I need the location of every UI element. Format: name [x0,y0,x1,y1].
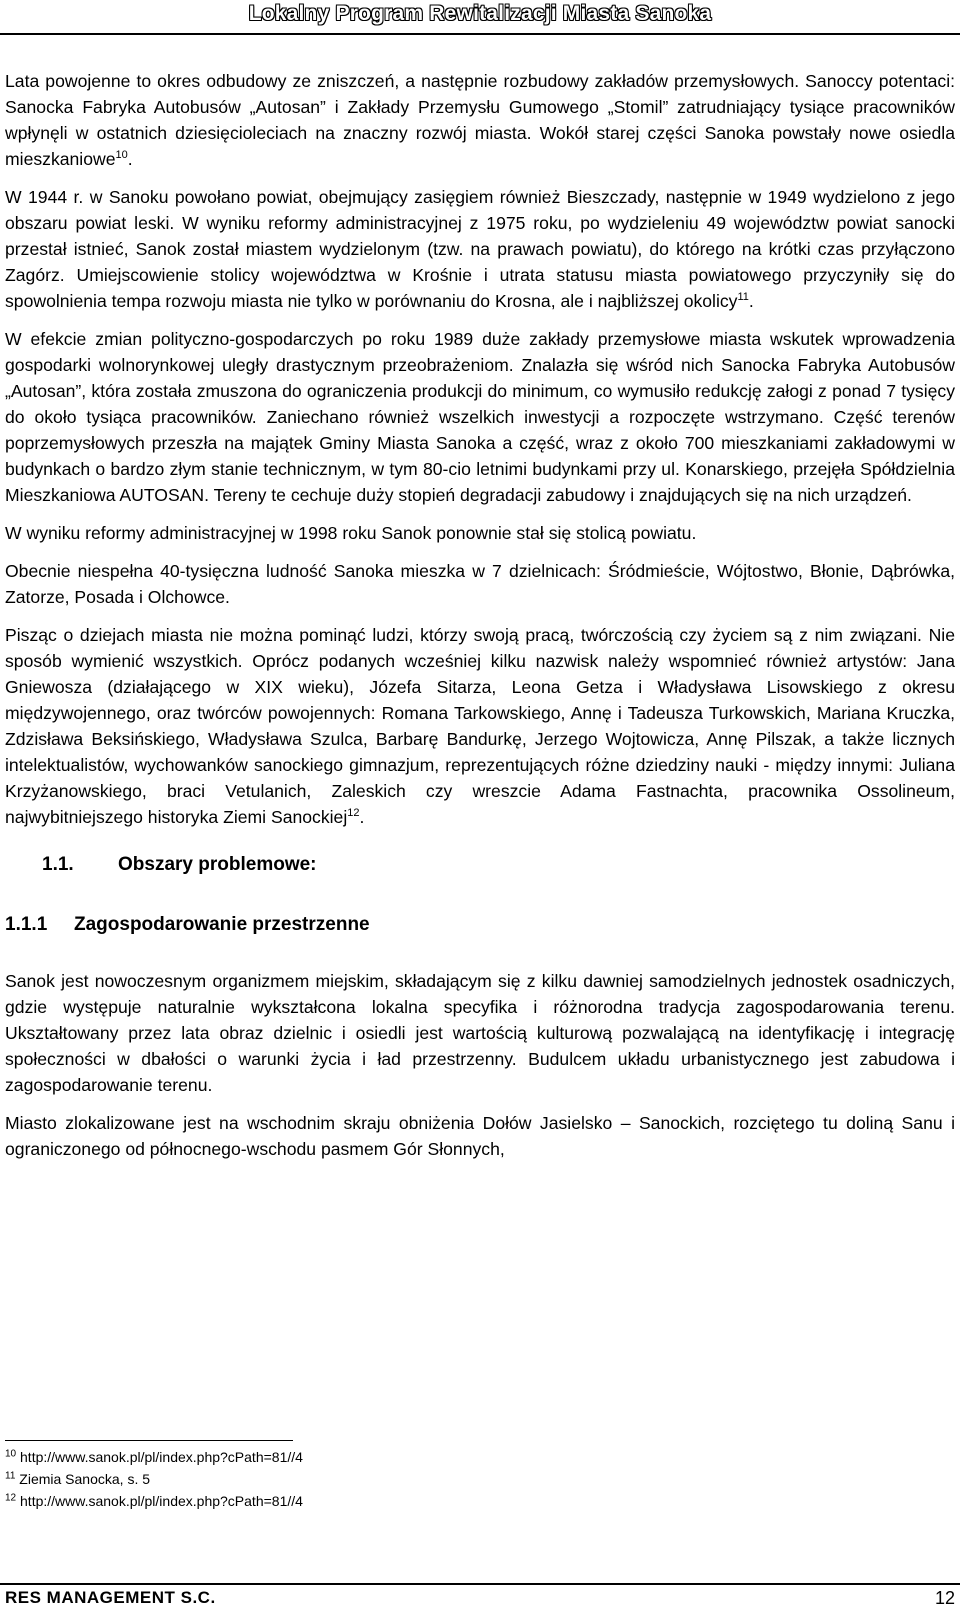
document-body [5,68,955,1174]
footer-divider [0,1583,960,1585]
footnote-ref[interactable]: 12 [347,807,360,820]
footnote-link[interactable]: http://www.sanok.pl/pl/index.php?cPath=81//4 [20,1493,303,1509]
paragraph: W 1944 r. w Sanoku powołano powiat, obejmujący zasięgiem również Bieszczady, następnie w 1949 wydzielono z jego obszaru powiat leski. W wyniku reformy administracyjnej z 1975 roku, po wydzieleniu 49 województw powiat sanocki przestał istnieć, Sanok został miastem wydzielonym (tzw. na prawach powiatu), do którego na krótki czas przyłączono Zagórz. Umiejscowienie stolicy województwa w Krośnie i utrata statusu miasta powiatowego przyczyniły się do spowolnienia tempa rozwoju miasta nie tylko w porównaniu do Krosna, ale i najbliższej okolicy$^{11}$. [5,187,955,311]
paragraph: Obecnie niespełna 40-tysięczna ludność Sanoka mieszka w 7 dzielnicach: Śródmieście, Wójtostwo, Błonie, Dąbrówka, Zatorze, Posada i Olchowce. [5,561,955,607]
footnote-divider [5,1440,293,1441]
footnote-ref[interactable]: 11 [737,291,749,304]
paragraph: Pisząc o dziejach miasta nie można pominąć ludzi, którzy swoją pracą, twórczością czy życiem są z nim związani. Nie sposób wymienić wszystkich. Oprócz podanych wcześniej kilku nazwisk należy wspomnieć również artystów: Jana Gniewosza (działającego w XIX wieku), Józefa Sitarza, Leona Getza i Władysława Lisowskiego z okresu międzywojennego, oraz twórców powojennych: Romana Tarkowskiego, Annę i Tadeusza Turkowskich, Mariana Kruczka, Zdzisława Beksińskiego, Władysława Szulca, Barbarę Bandurkę, Jerzego Wojtowicza, Annę Pilszak, a także licznych intelektualistów, wychowanków sanockiego gimnazjum, reprezentujących różne dziedziny nauki - między innymi: Juliana Krzyżanowskiego, braci Vetulanich, Zaleskich czy wreszcie Adama Fastnachta, pracownika Ossolineum, najwybitniejszego historyka Ziemi Sanockiej$^{12}$. [5,625,955,827]
subsection-number: 1.1.1 [5,914,48,935]
footnote-link[interactable]: http://www.sanok.pl/pl/index.php?cPath=81//4 [20,1449,303,1465]
section-title: Obszary problemowe: [118,854,317,875]
header-divider [0,33,960,35]
footnote-text: Ziemia Sanocka, s. 5 [19,1471,151,1487]
page-header [0,0,960,32]
section-heading [5,852,955,878]
footnotes [5,1447,303,1513]
footnote: $^{10}$ http://www.sanok.pl/pl/index.php?cPath=81//4 [5,1448,303,1465]
footnote: $^{12}$ http://www.sanok.pl/pl/index.php?cPath=81//4 [5,1492,303,1509]
paragraph: Sanok jest nowoczesnym organizmem miejskim, składającym się z kilku dawniej samodzielnych jednostek osadniczych, gdzie występuje naturalnie wykształcona lokalna specyfika i różnorodna tradycja zagospodarowania terenu. Ukształtowany przez lata obraz dzielnic i osiedli jest wartością kulturową pozwalającą na identyfikację i integrację społeczności w dbałości o warunki życia i ład przestrzenny. Budulcem układu urbanistycznego jest zabudowa i zagospodarowanie terenu. [5,971,955,1095]
footnote: $^{11}$ Ziemia Sanocka, s. 5 [5,1470,151,1487]
subsection-heading [5,912,955,938]
header-title: Lokalny Program Rewitalizacji Miasta Sanoka [248,2,712,25]
footer-company: RES MANAGEMENT S.C. [5,1588,216,1607]
subsection-title: Zagospodarowanie przestrzenne [74,914,370,935]
section-number: 1.1. [42,854,74,875]
paragraph: Miasto zlokalizowane jest na wschodnim skraju obniżenia Dołów Jasielsko – Sanockich, rozciętego tu doliną Sanu i ograniczonego od północnego-wschodu pasmem Gór Słonnych, [5,1113,955,1159]
paragraph: W efekcie zmian polityczno-gospodarczych po roku 1989 duże zakłady przemysłowe miasta wskutek wprowadzenia gospodarki wolnorynkowej uległy drastycznym przeobrażeniom. Znalazła się wśród nich Sanocka Fabryka Autobusów „Autosan”, która została zmuszona do ograniczenia produkcji do minimum, co wymusiło redukcję załogi z ponad 7 tysięcy do około tysiąca pracowników. Zaniechano również wszelkich inwestycji a rozpoczęte wstrzymano. Część terenów poprzemysłowych przeszła na majątek Gminy Miasta Sanoka a część, wraz z około 700 mieszkaniami zakładowymi w budynkach o bardzo złym stanie technicznym, w tym 80-cio letnimi budynkami przy ul. Konarskiego, przejęła Spółdzielnia Mieszkaniowa AUTOSAN. Tereny te cechuje duży stopień degradacji zabudowy i znajdujących się na nich urządzeń. [5,329,955,505]
footnote-ref[interactable]: 10 [115,149,128,162]
paragraph: W wyniku reformy administracyjnej w 1998 roku Sanok ponownie stał się stolicą powiatu. [5,523,697,543]
page-number: 12 [934,1588,955,1608]
paragraph: Lata powojenne to okres odbudowy ze zniszczeń, a następnie rozbudowy zakładów przemysłowych. Sanoccy potentaci: Sanocka Fabryka Autobusów „Autosan” i Zakłady Przemysłu Gumowego „Stomil” zatrudniający tysiące pracowników wpłynęli w ostatnich dziesięcioleciach na znaczny rozwój miasta. Wokół starej części Sanoka powstały nowe osiedla mieszkaniowe$^{10}$. [5,71,955,169]
